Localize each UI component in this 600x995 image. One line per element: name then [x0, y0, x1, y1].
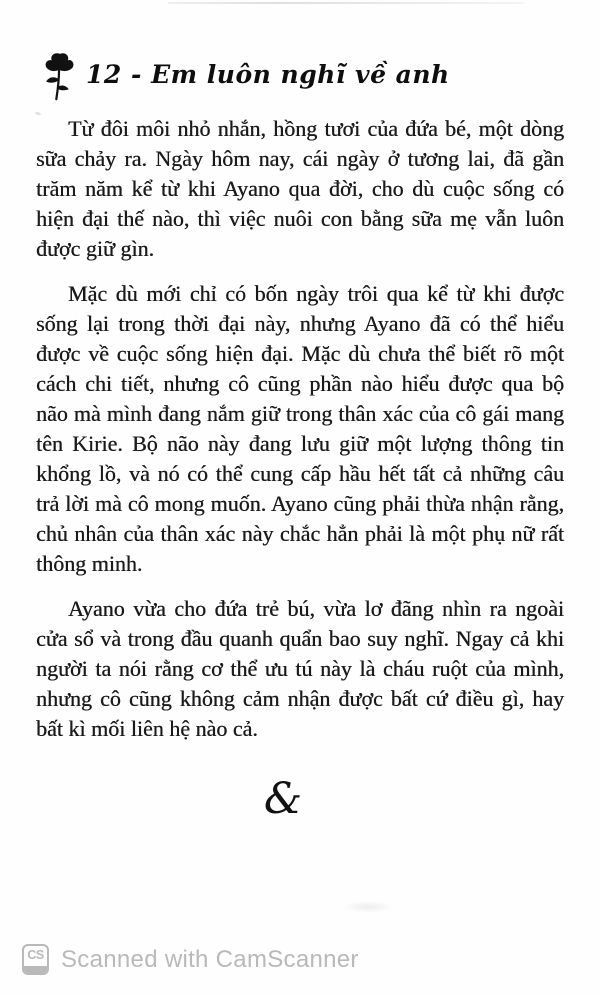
chapter-header — [44, 52, 564, 102]
chapter-title: 12 - Em luôn nghĩ về anh — [86, 60, 450, 89]
body-paragraph: Từ đôi môi nhỏ nhắn, hồng tươi của đứa bé, một dòng sữa chảy ra. Ngày hôm nay, cái ngày ở tương lai, đã gần trăm năm kể từ khi Ayano qua đời, cho dù cuộc sống có hiện đại thế nào, thì việc nuôi con bằng sữa mẹ vẫn luôn được giữ gìn. — [36, 116, 564, 261]
camscanner-logo-bar — [24, 966, 47, 973]
body-paragraph: Mặc dù mới chỉ có bốn ngày trôi qua kể từ khi được sống lại trong thời đại này, nhưng Ayano đã có thể hiểu được về cuộc sống hiện đại. Mặc dù chưa thể biết rõ một cách chi tiết, nhưng cô cũng phần nào hiểu được qua bộ não mà mình đang nắm giữ trong thân xác của cô gái mang tên Kirie. Bộ não này đang lưu giữ một lượng thông tin khổng lồ, và nó có thể cung cấp hầu hết tất cả những câu trả lời mà cô mong muốn. Ayano cũng phải thừa nhận rằng, chủ nhân của thân xác này chắc hẳn phải là một phụ nữ rất thông minh. — [36, 281, 564, 576]
flower-icon — [44, 53, 76, 101]
section-divider-ampersand: & — [263, 774, 303, 824]
body-paragraph: Ayano vừa cho đứa trẻ bú, vừa lơ đãng nhìn ra ngoài cửa sổ và trong đầu quanh quẩn bao suy nghĩ. Ngay cả khi người ta nói rằng cơ thể ưu tú này là cháu ruột của mình, nhưng cô cũng không cảm nhận được bất cứ điều gì, hay bất kì mối liên hệ nào cả. — [36, 596, 564, 741]
camscanner-watermark — [22, 944, 359, 975]
camscanner-logo-letters: CS — [27, 948, 44, 962]
camscanner-label: Scanned with CamScanner — [61, 945, 359, 973]
body-text — [36, 114, 564, 744]
camscanner-logo-icon — [22, 944, 49, 975]
